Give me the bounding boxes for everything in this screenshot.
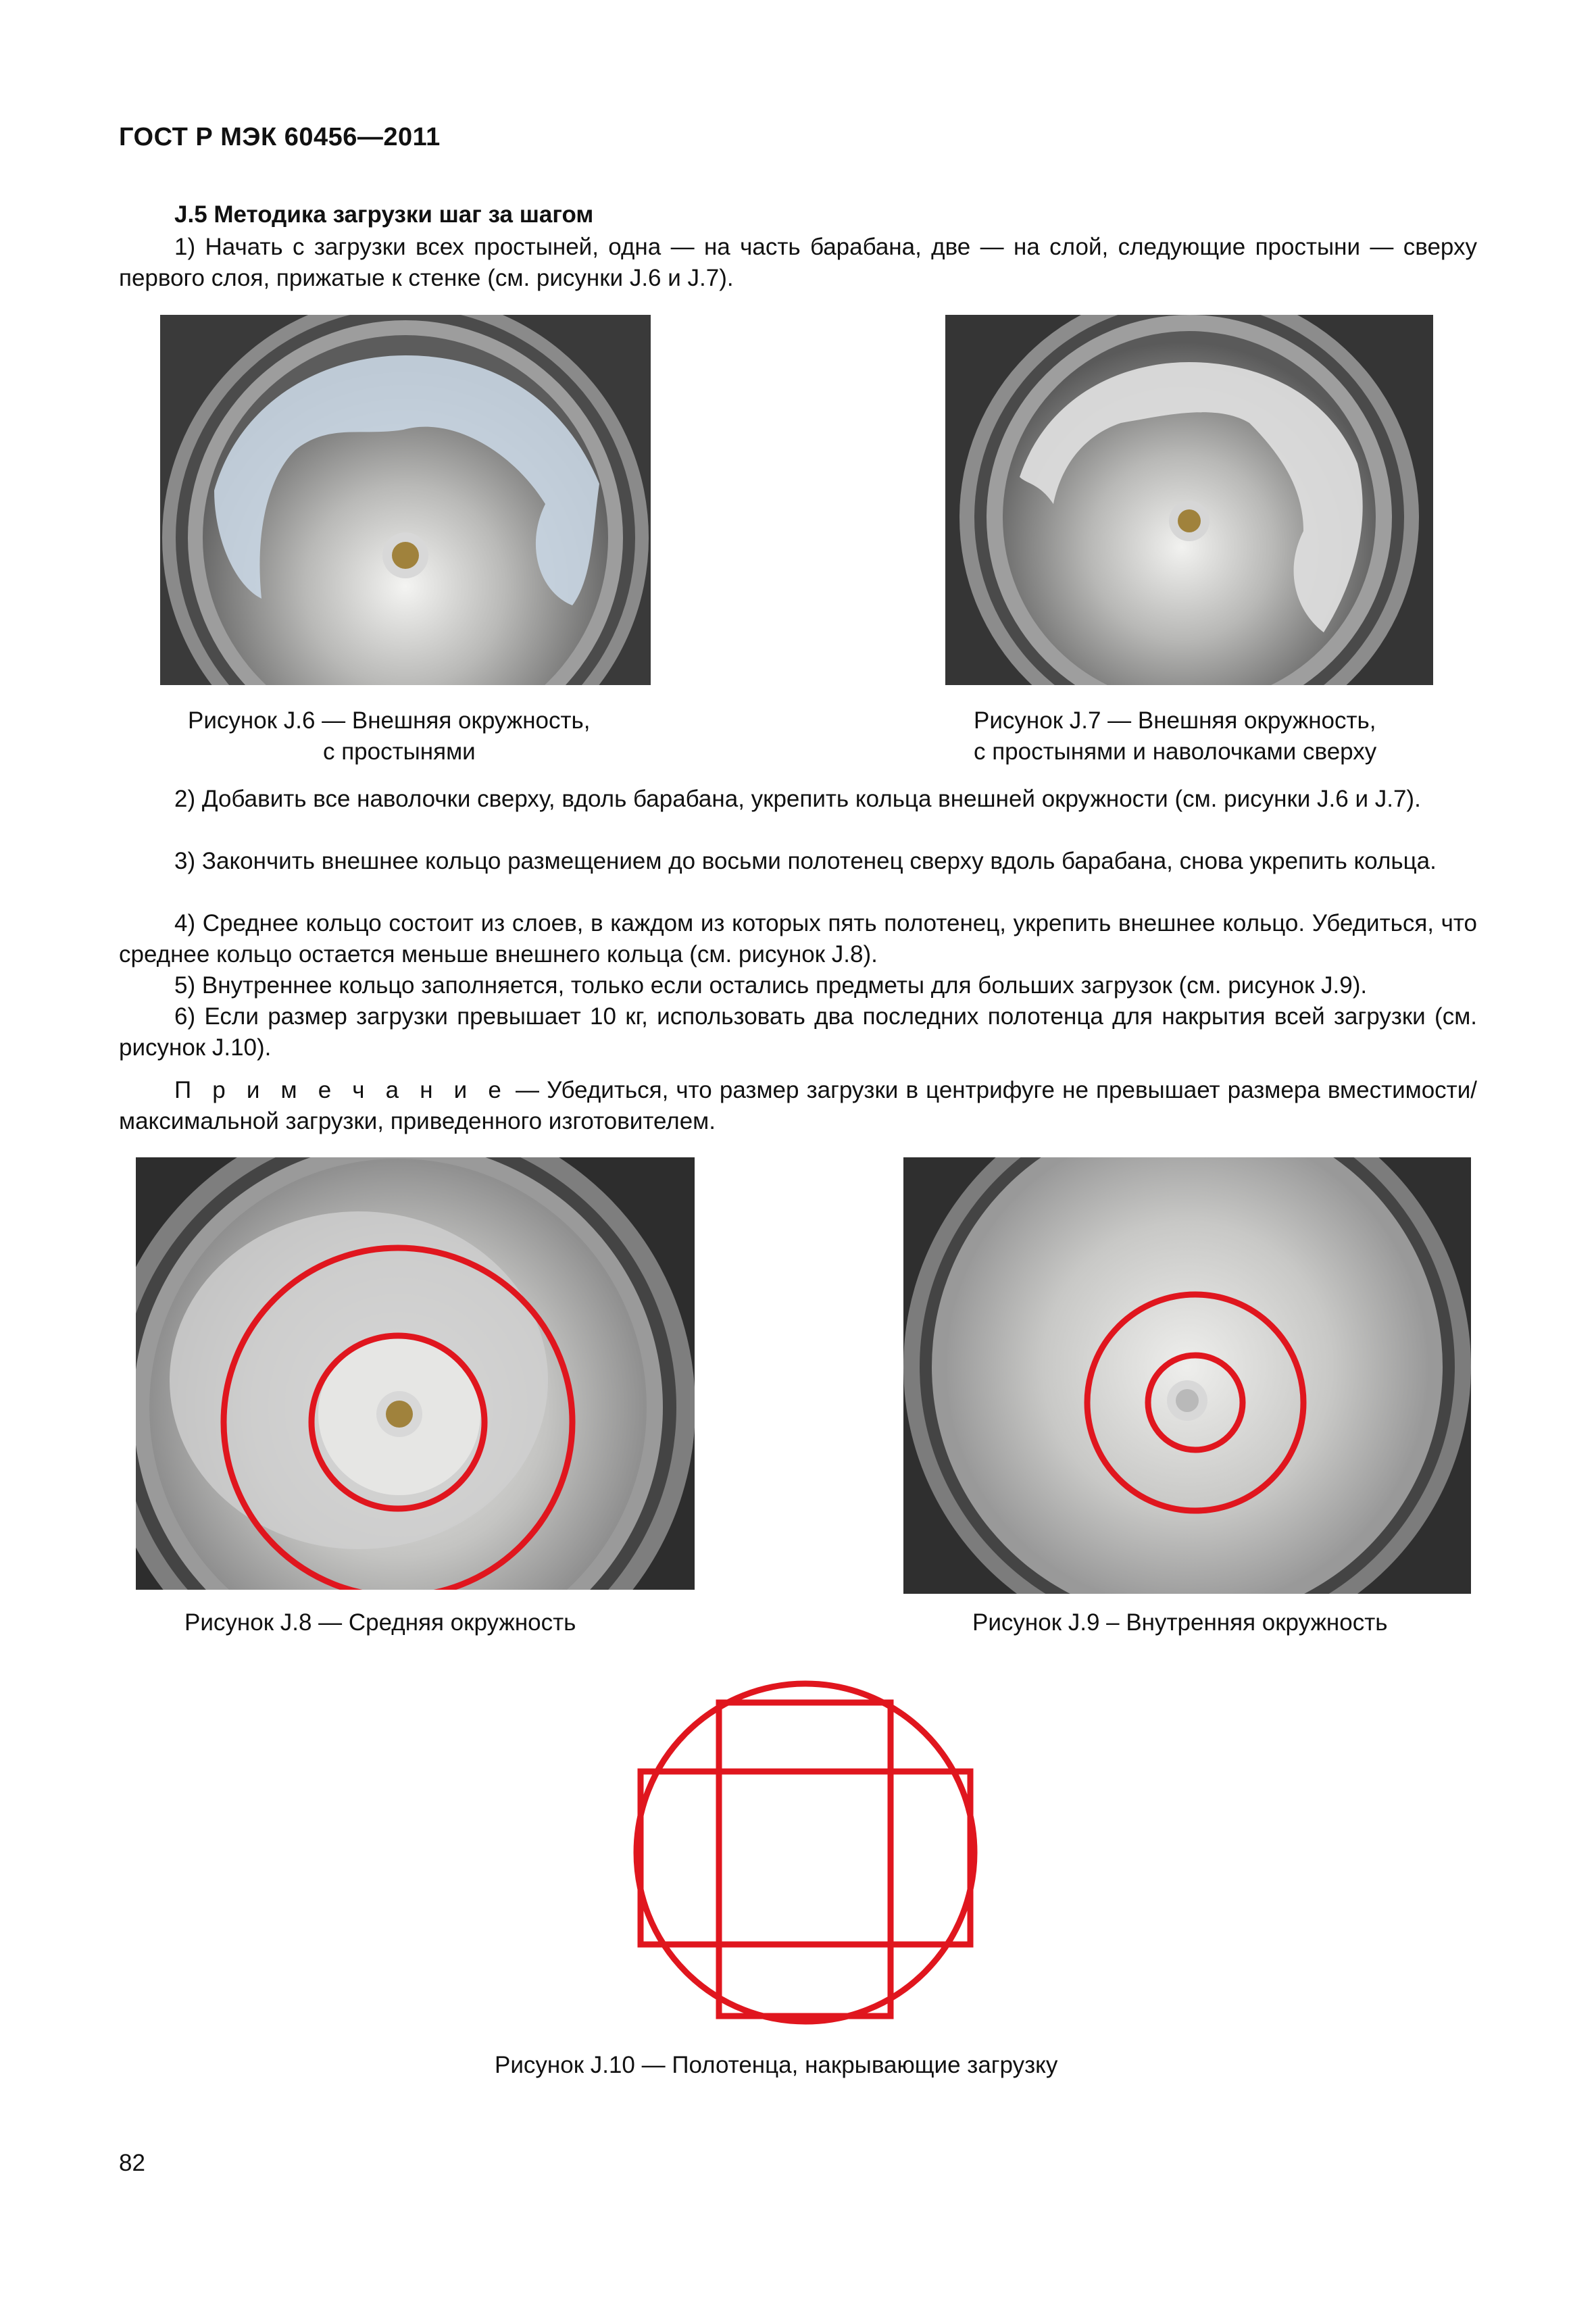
document-header: ГОСТ Р МЭК 60456—2011 — [119, 123, 441, 151]
figure-j8-photo — [136, 1157, 695, 1590]
figure-j10-towel-vertical — [719, 1703, 891, 2016]
figure-j6-caption-line1: Рисунок J.6 — Внешняя окружность, — [188, 707, 591, 734]
figure-j10-caption: Рисунок J.10 — Полотенца, накрывающие загрузку — [495, 2052, 1058, 2078]
figure-j8-caption: Рисунок J.8 — Средняя окружность — [184, 1609, 576, 1636]
figure-j7-caption — [974, 705, 1376, 768]
note-paragraph — [119, 1075, 1477, 1137]
section-title: J.5 Методика загрузки шаг за шагом — [174, 201, 594, 228]
figure-j9-photo — [903, 1157, 1471, 1594]
paragraph-4: 4) Среднее кольцо состоит из слоев, в каждом из которых пять полотенец, укрепить внешнее кольцо. Убедиться, что среднее кольцо остается меньше внешнего кольца (см. рисунок J.8). — [119, 910, 1477, 967]
paragraph-6: 6) Если размер загрузки превышает 10 кг, использовать два последних полотенца для накрытия всей загрузки (см. рисунок J.10). — [119, 1003, 1477, 1061]
figure-j10-outer-circle — [637, 1684, 974, 2021]
paragraph-3: 3) Закончить внешнее кольцо размещением до восьми полотенец сверху вдоль барабана, снова укрепить кольца. — [174, 848, 1437, 874]
figure-j7-photo — [945, 315, 1433, 685]
page-number: 82 — [119, 2150, 145, 2176]
figure-j10-diagram — [622, 1676, 987, 2034]
figure-j7-caption-line1: Рисунок J.7 — Внешняя окружность, — [974, 707, 1376, 734]
paragraph-5: 5) Внутреннее кольцо заполняется, только если остались предметы для больших загрузок (см. рисунок J.9). — [174, 972, 1368, 999]
figure-j6-caption-line2: с простынями — [323, 738, 476, 765]
paragraph-2: 2) Добавить все наволочки сверху, вдоль барабана, укрепить кольца внешней окружности (см. рисунки J.6 и J.7). — [174, 786, 1421, 812]
figure-j6-photo — [160, 315, 651, 685]
note-text: — Убедиться, что размер загрузки в центрифуге не превышает размера вместимости/ максимальной загрузки, приведенного изготовителем. — [119, 1077, 1477, 1134]
figure-j10-towel-horizontal — [641, 1771, 970, 1944]
figure-j9-caption: Рисунок J.9 – Внутренняя окружность — [972, 1609, 1388, 1636]
paragraph-1: 1) Начать с загрузки всех простыней, одна — на часть барабана, две — на слой, следующие простыни — сверху первого слоя, прижатые к стенке (см. рисунки J.6 и J.7). — [119, 234, 1477, 291]
note-label: П р и м е ч а н и е — [174, 1077, 508, 1103]
figure-j7-caption-line2: с простынями и наволочками сверху — [974, 738, 1377, 765]
figure-j6-caption — [188, 705, 590, 768]
